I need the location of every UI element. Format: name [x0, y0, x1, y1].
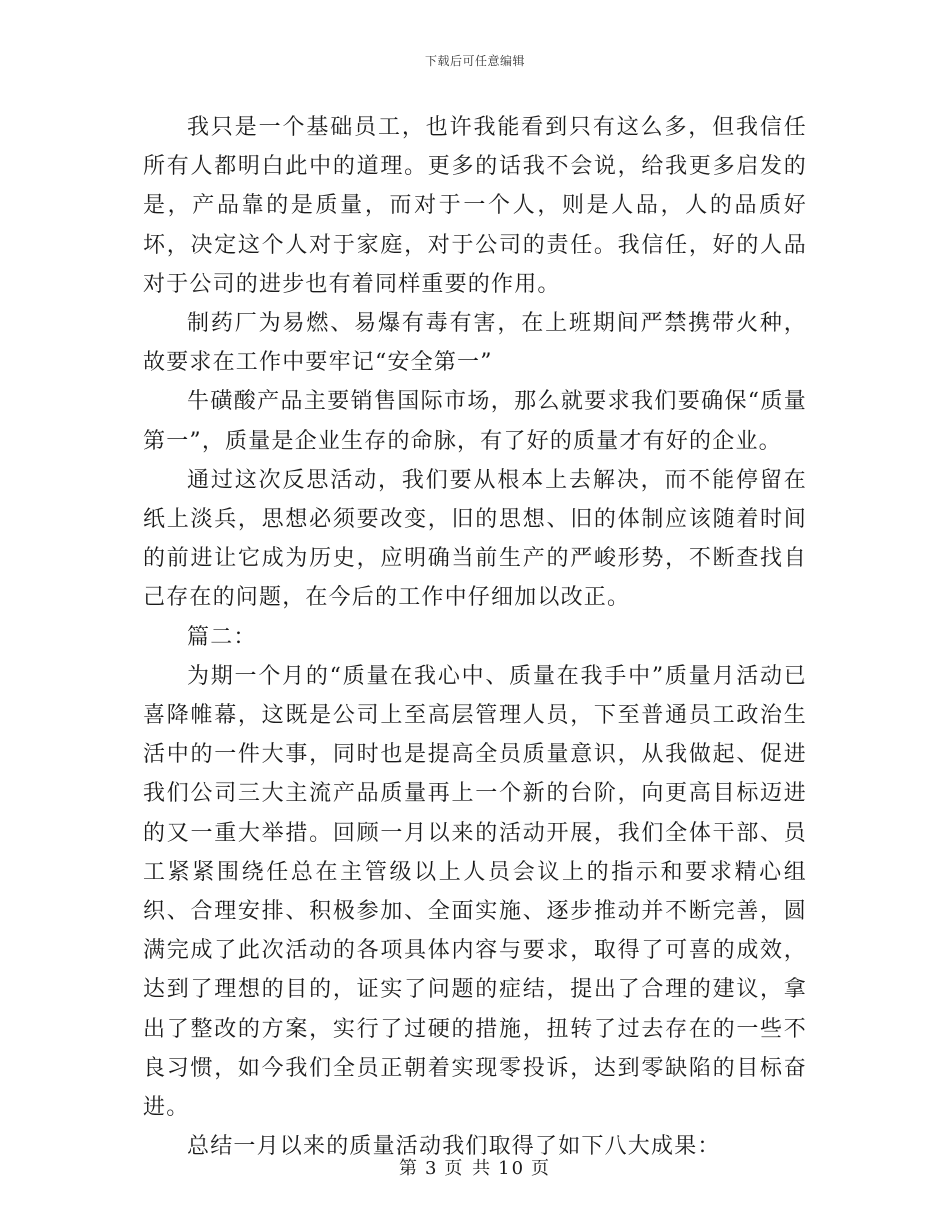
paragraph-1: 我只是一个基础员工，也许我能看到只有这么多，但我信任所有人都明白此中的道理。更多的话我不会说，给我更多启发的是，产品靠的是质量，而对于一个人，则是人品，人的品质好坏，决定这个人对于家庭，对于公司的责任。我信任，好的人品对于公司的进步也有着同样重要的作用。: [143, 115, 807, 297]
paragraph-5: 为期一个月的“质量在我心中、质量在我手中”质量月活动已喜降帷幕，这既是公司上至高层管理人员，下至普通员工政治生活中的一件大事，同时也是提高全员质量意识，从我做起、促进我们公司三大主流产品质量再上一个新的台阶，向更高目标迈进的又一重大举措。回顾一月以来的活动开展，我们全体干部、员工紧紧围绕任总在主管级以上人员会议上的指示和要求精心组织、合理安排、积极参加、全面实施、逐步推动并不断完善，圆满完成了此次活动的各项具体内容与要求，取得了可喜的成效，达到了理想的目的，证实了问题的症结，提出了合理的建议，拿出了整改的方案，实行了过硬的措施，扭转了过去存在的一些不良习惯，如今我们全员正朝着实现零投诉，达到零缺陷的目标奋进。: [143, 663, 807, 1121]
current-page-number: 3: [424, 1158, 439, 1179]
footer-suffix: 页: [531, 1158, 552, 1179]
document-body: [143, 108, 807, 1166]
page-footer: [0, 1154, 950, 1180]
paragraph-2: 制药厂为易燃、易爆有毒有害，在上班期间严禁携带火种，故要求在工作中要牢记“安全第一”: [143, 311, 807, 376]
paragraph-4: 通过这次反思活动，我们要从根本上去解决，而不能停留在纸上淡兵，思想必须要改变，旧的思想、旧的体制应该随着时间的前进让它成为历史，应明确当前生产的严峻形势，不断查找自己存在的问题，在今后的工作中仔细加以改正。: [143, 467, 807, 611]
paragraph-6: 总结一月以来的质量活动我们取得了如下八大成果：: [187, 1134, 721, 1160]
total-pages-number: 10: [498, 1158, 526, 1179]
page-header: 下载后可任意编辑: [424, 54, 525, 68]
paragraph-3: 牛磺酸产品主要销售国际市场，那么就要求我们要确保“质量第一”，质量是企业生存的命脉，有了好的质量才有好的企业。: [143, 389, 807, 454]
footer-middle: 页 共: [444, 1158, 493, 1179]
section-heading: 篇二：: [187, 624, 257, 650]
footer-prefix: 第: [398, 1158, 419, 1179]
